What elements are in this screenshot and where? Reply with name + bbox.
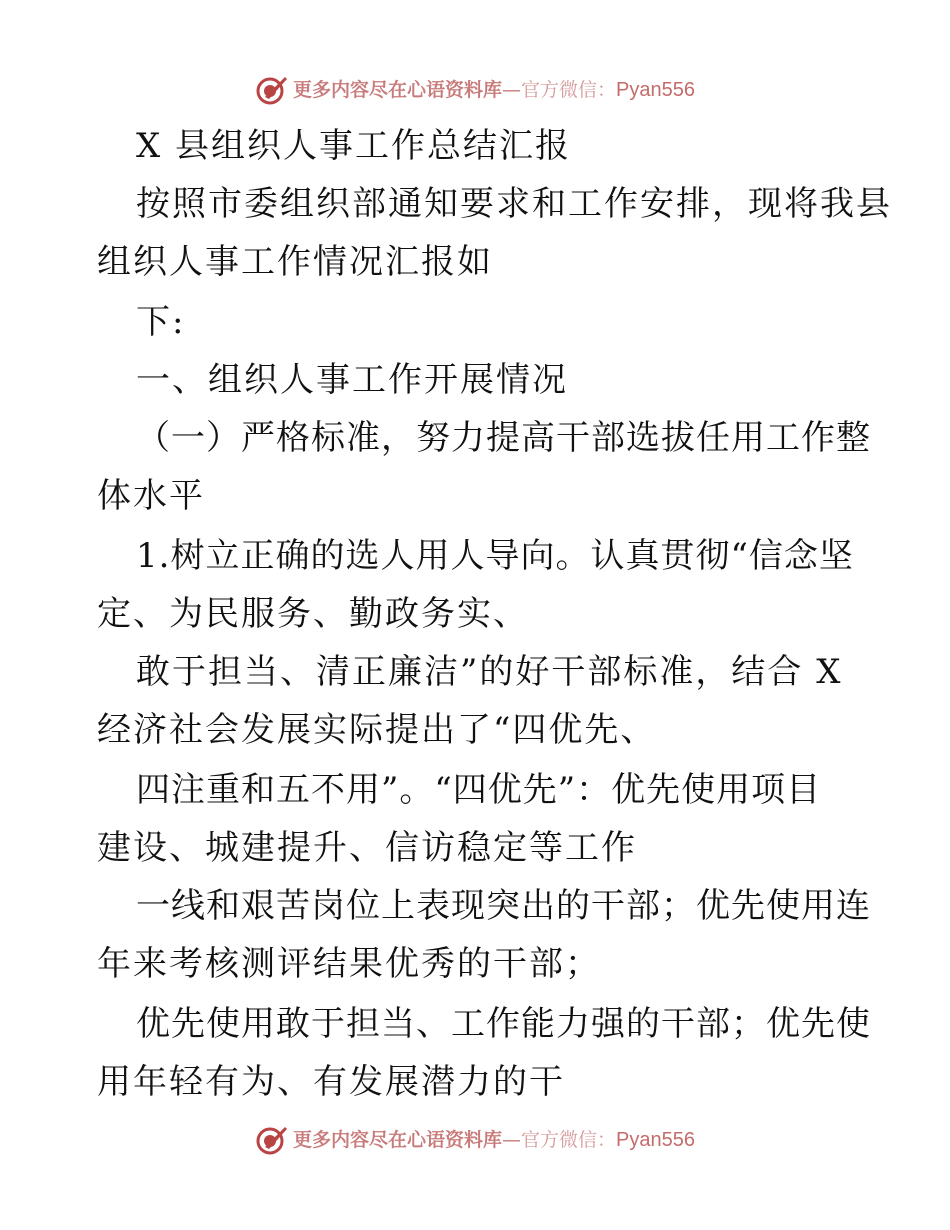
paragraph-line: 敢于担当、清正廉洁”的好干部标准，结合 X [136,652,843,692]
watermark-banner-bottom [0,1120,950,1160]
paragraph-line: 优先使用敢于担当、工作能力强的干部；优先使 [136,1004,871,1044]
paragraph-line: 按照市委组织部通知要求和工作安排，现将我县 [136,184,892,224]
quill-logo-icon [255,1123,289,1157]
paragraph-line: 一线和艰苦岗位上表现突出的干部；优先使用连 [136,886,871,926]
section-heading: 一、组织人事工作开展情况 [136,360,568,400]
watermark-label: 官方微信： [521,1128,617,1151]
paragraph-line: 组织人事工作情况汇报如 [97,242,493,282]
paragraph-line: 四注重和五不用”。“四优先”：优先使用项目 [136,770,822,810]
watermark-main-text: 更多内容尽在心语资料库 [293,1128,503,1151]
watermark-separator: — [502,78,522,101]
document-title: X 县组织人事工作总结汇报 [136,126,572,166]
subsection-heading: （一）严格标准，努力提高干部选拔任用工作整 [136,418,871,458]
quill-logo-icon [255,73,289,107]
paragraph-line: 经济社会发展实际提出了“四优先、 [97,710,657,750]
watermark-id: Pyan556 [616,1129,695,1151]
watermark-label: 官方微信： [521,78,617,101]
watermark-separator: — [502,1128,522,1151]
paragraph-line: 1.树立正确的选人用人导向。认真贯彻“信念坚 [136,536,854,576]
paragraph-line: 下: [136,302,186,342]
watermark-id: Pyan556 [616,79,695,101]
watermark-main-text: 更多内容尽在心语资料库 [293,78,503,101]
paragraph-line: 建设、城建提升、信访稳定等工作 [97,828,637,868]
paragraph-line: 定、为民服务、勤政务实、 [97,594,529,634]
paragraph-line: 体水平 [97,476,205,516]
watermark-banner-top [0,70,950,110]
paragraph-line: 年来考核测评结果优秀的干部； [97,944,601,984]
paragraph-line: 用年轻有为、有发展潜力的干 [97,1062,565,1102]
